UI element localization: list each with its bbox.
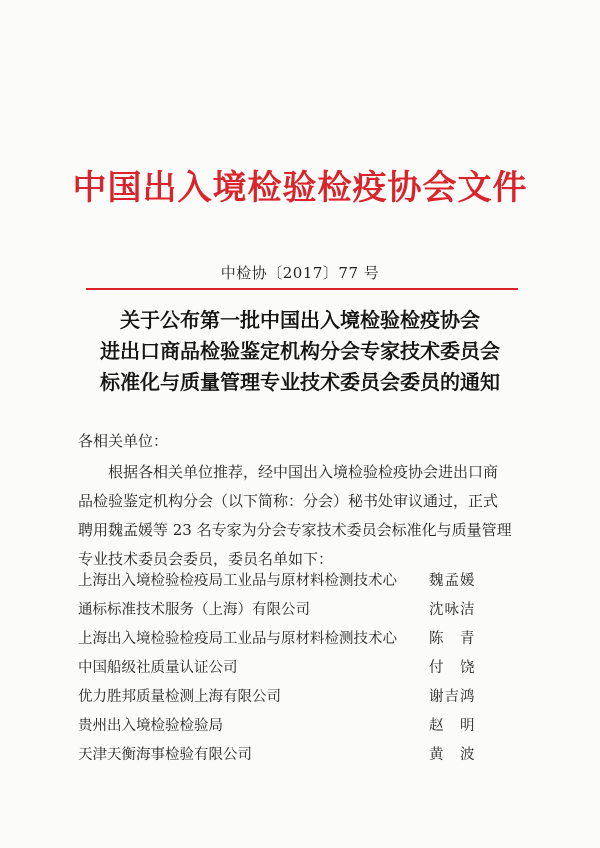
member-organization: 中国船级社质量认证公司: [78, 660, 238, 676]
document-number: 中检协〔2017〕77 号: [220, 264, 380, 282]
member-name: 付 饶: [429, 660, 476, 676]
body-paragraph: [78, 458, 533, 574]
notice-title-line: 关于公布第一批中国出入境检验检疫协会: [120, 308, 480, 332]
member-organization: 优力胜邦质量检测上海有限公司: [78, 689, 281, 705]
salutation: 各相关单位：: [78, 432, 169, 450]
body-line: 专业技术委员会委员，委员名单如下：: [78, 550, 334, 568]
notice-title: [0, 305, 600, 398]
member-row: [78, 685, 538, 714]
member-name: 魏孟媛: [429, 573, 476, 589]
member-list: [78, 569, 538, 772]
member-row: [78, 743, 538, 772]
member-name: 赵 明: [429, 718, 476, 734]
member-row: [78, 598, 538, 627]
member-name: 黄 波: [429, 747, 476, 763]
notice-title-line: 标准化与质量管理专业技术委员会委员的通知: [100, 370, 500, 394]
member-organization: 天津天衡海事检验有限公司: [78, 747, 252, 763]
member-row: [78, 656, 538, 685]
member-organization: 贵州出入境检验检验局: [78, 718, 223, 734]
body-line: 品检验鉴定机构分会（以下简称：分会）秘书处审议通过，正式: [78, 492, 499, 510]
body-line: 聘用魏孟媛等 23 名专家为分会专家技术委员会标准化与质量管理: [78, 521, 512, 539]
member-organization: 通标标准技术服务（上海）有限公司: [78, 602, 310, 618]
member-organization: 上海出入境检验检疫局工业品与原材料检测技术心: [78, 631, 397, 647]
body-line: 根据各相关单位推荐，经中国出入境检验检疫协会进出口商: [108, 463, 499, 481]
member-organization: 上海出入境检验检疫局工业品与原材料检测技术心: [78, 573, 397, 589]
member-row: [78, 569, 538, 598]
member-name: 沈咏洁: [429, 602, 476, 618]
notice-title-line: 进出口商品检验鉴定机构分会专家技术委员会: [100, 339, 500, 363]
red-divider-line: [86, 288, 518, 290]
member-row: [78, 627, 538, 656]
member-name: 陈 青: [429, 631, 476, 647]
member-row: [78, 714, 538, 743]
member-name: 谢吉鸿: [429, 689, 476, 705]
document-header-title: 中国出入境检验检疫协会文件: [72, 168, 528, 208]
